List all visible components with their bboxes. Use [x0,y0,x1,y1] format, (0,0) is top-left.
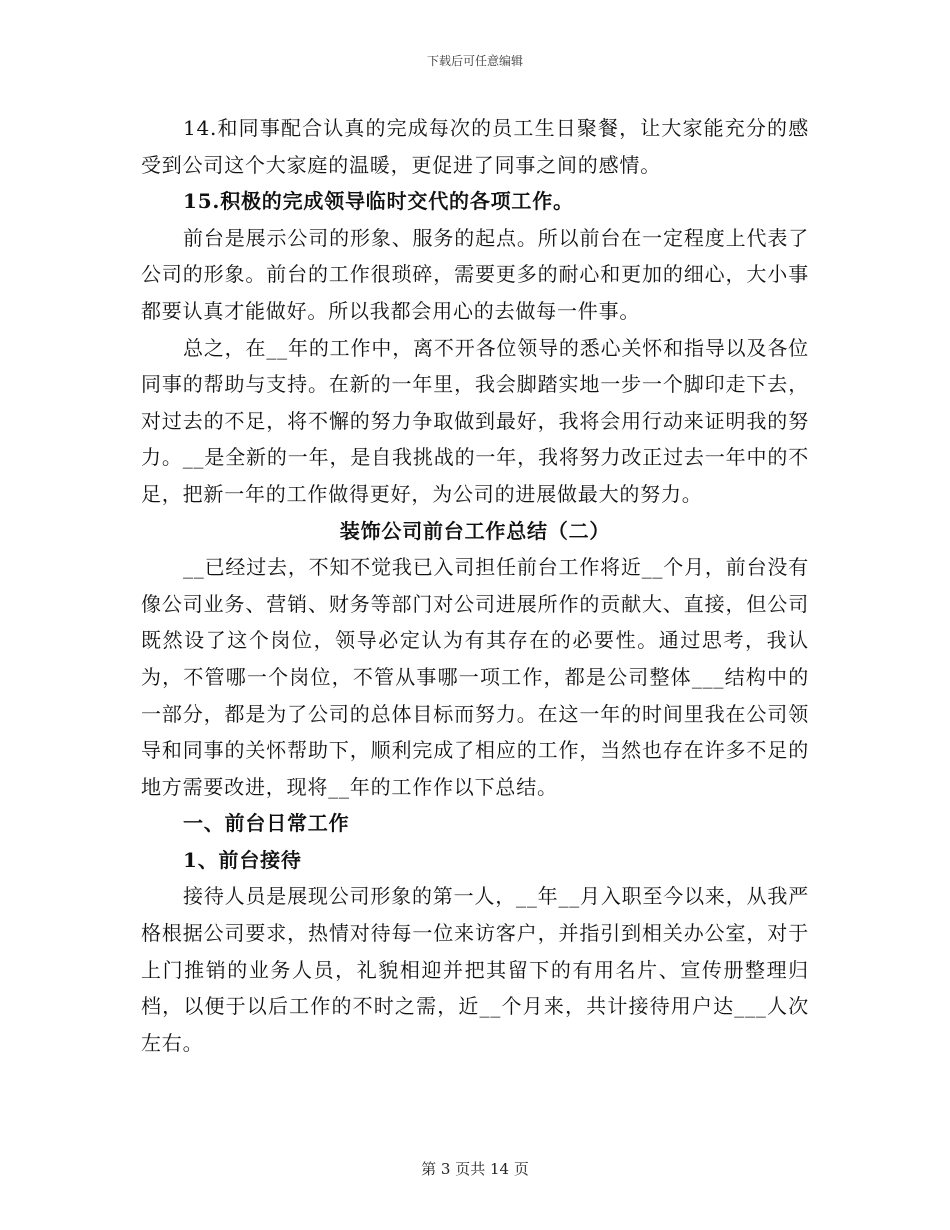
heading-reception: 1、前台接待 [183,847,302,872]
paragraph-reception: 接待人员是展现公司形象的第一人，__年__月入职至今以来，从我严格根据公司要求，热情对待每一位来访客户，并指引到相关办公室，对于上门推销的业务人员，礼貌相迎并把其留下的有用名片、宣传册整理归档，以便于以后工作的不时之需，近__个月来，共计接待用户达___人次左右。 [141,884,809,1055]
paragraph-intro: __已经过去，不知不觉我已入司担任前台工作将近__个月，前台没有像公司业务、营销、财务等部门对公司进展所作的贡献大、直接，但公司既然设了这个岗位，领导必定认为有其存在的必要性。通过思考，我认为，不管哪一个岗位，不管从事哪一项工作，都是公司整体___结构中的一部分，都是为了公司的总体目标而努力。在这一年的时间里我在公司领导和同事的关怀帮助下，顺利完成了相应的工作，当然也存在许多不足的地方需要改进，现将__年的工作作以下总结。 [141,555,809,799]
document-body [141,110,809,1061]
paragraph-front-desk-role: 前台是展示公司的形象、服务的起点。所以前台在一定程度上代表了公司的形象。前台的工作很琐碎，需要更多的耐心和更加的细心，大小事都要认真才能做好。所以我都会用心的去做每一件事。 [141,225,809,323]
page-footer: 第 3 页共 14 页 [421,1160,529,1178]
paragraph-item-15-heading: 15.积极的完成领导临时交代的各项工作。 [183,189,574,214]
paragraph-conclusion: 总之，在__年的工作中，离不开各位领导的悉心关怀和指导以及各位同事的帮助与支持。在新的一年里，我会脚踏实地一步一个脚印走下去，对过去的不足，将不懈的努力争取做到最好，我将会用行动来证明我的努力。__是全新的一年，是自我挑战的一年，我将努力改正过去一年中的不足，把新一年的工作做得更好，为公司的进展做最大的努力。 [141,335,809,506]
page-header: 下载后可任意编辑 [426,54,523,68]
section-title: 装饰公司前台工作总结（二） [339,518,611,543]
paragraph-item-14: 14.和同事配合认真的完成每次的员工生日聚餐，让大家能充分的感受到公司这个大家庭的温暖，更促进了同事之间的感情。 [141,116,809,177]
heading-daily-work: 一、前台日常工作 [183,811,350,836]
